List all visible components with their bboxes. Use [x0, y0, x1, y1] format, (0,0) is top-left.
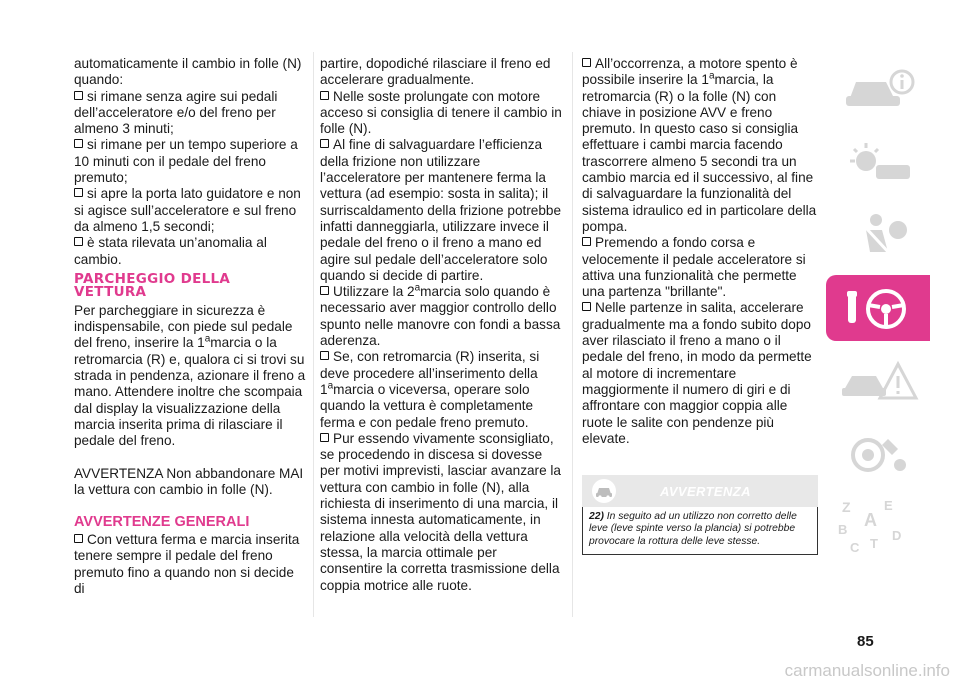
service-maintenance-icon: [836, 427, 920, 481]
warning-text: In seguito ad un utilizzo non corretto delle leve (leve spinte verso la plancia) si potrebbe provocare la rottura delle leve stesse.: [589, 511, 797, 547]
bullet-square-icon: [74, 188, 83, 197]
paragraph: Per parcheggiare in sicurezza è indispensabile, con piede sul pedale del freno, inserire la 1$^a$marcia o la retromarcia (R) e, qualora ci si trovi su strada in pendenza, azionare il freno a mano. Attendere inoltre che scompaia dal display la visualizzazione della marcia inserita prima di rilasciare il pedale del freno.: [74, 302, 306, 449]
warning-header: [582, 475, 818, 507]
bullet-square-icon: [74, 139, 83, 148]
footer-watermark: carmanualsonline.info: [784, 661, 950, 680]
bullet-square-icon: [582, 237, 591, 246]
warning-lights-icon: [836, 354, 920, 408]
warning-number: 22): [589, 511, 604, 523]
warning-box: [582, 507, 818, 555]
bullet-item: Pur essendo vivamente sconsigliato, se procedendo in discesa si dovesse per motivi imprevisti, lasciar avanzare la vettura con cambio in folle (N), alla richiesta di inserimento di una marcia, il sistema innesta automaticamente, in relazione alla velocità della vettura stessa, la marcia ottimale per consentire la corretta trasmissione della coppia motrice alle ruote.: [320, 430, 561, 593]
bullet-item: è stata rilevata un’anomalia al cambio.: [74, 235, 267, 267]
column-divider: [313, 52, 314, 617]
bullet-square-icon: [74, 237, 83, 246]
index-letters-icon: [836, 496, 920, 556]
index-letter: E: [884, 498, 893, 513]
bullet-item: Se, con retromarcia (R) inserita, si deve procedere all’inserimento della 1$^a$marcia o viceversa, operare solo quando la vettura è completamente ferma e con pedale freno premuto.: [320, 349, 540, 430]
tab-maintenance[interactable]: [826, 421, 930, 487]
warning-title: AVVERTENZA: [660, 484, 751, 500]
bullet-square-icon: [320, 286, 329, 295]
bullet-item: Nelle soste prolungate con motore acceso si consiglia di tenere il cambio in folle (N).: [320, 88, 562, 137]
steering-wheel-icon: [836, 281, 920, 335]
bullet-square-icon: [74, 91, 83, 100]
subsection-heading: AVVERTENZE GENERALI: [74, 514, 250, 531]
index-letter: B: [838, 522, 848, 537]
tab-warning-lights[interactable]: [826, 348, 930, 414]
bullet-square-icon: [74, 534, 83, 543]
tab-safety[interactable]: [826, 202, 930, 268]
continued-text: partire, dopodiché rilasciare il freno ed accelerare gradualmente.: [320, 56, 551, 88]
bullet-item: Al fine di salvaguardare l’efficienza della frizione non utilizzare l’acceleratore per mantenere ferma la vettura (ad esempio: sosta in salita); il surriscaldamento della frizione potrebbe infatti danneggiarla, utilizzare invece il pedale del freno o il freno a mano ed agire sul pedale dell’acceleratore solo quando si decide di partire.: [320, 137, 562, 283]
bullet-item: Nelle partenze in salita, accelerare gradualmente ma a fondo subito dopo aver rilasciato il freno a mano o il pedale del freno, in modo da permette al motore di incrementare maggiormente il numero di giri e di affrontare con maggior coppia alle ruote le salite con pendenze più elevate.: [582, 300, 812, 446]
bullet-item: si apre la porta lato guidatore e non si agisce sull’acceleratore e sul freno da almeno 1,5 secondi;: [74, 186, 301, 234]
text-column-3: [582, 56, 818, 555]
bullet-item: All’occorrenza, a motore spento è possibile inserire la 1$^a$marcia, la retromarcia (R) o la folle (N) con chiave in posizione AVV e freno premuto. In questo caso si consiglia effettuare i cambi marcia facendo trascorrere almeno 5 secondi tra un cambio marcia ed il successivo, al fine di salvaguardare la funzionalità del sistema idraulico ed in particolare della pompa.: [582, 56, 817, 234]
bullet-square-icon: [320, 139, 329, 148]
bullet-square-icon: [582, 58, 591, 67]
index-letter: D: [892, 528, 902, 543]
index-letter: T: [870, 536, 878, 551]
index-letter: Z: [842, 499, 851, 515]
tab-dashboard-lights[interactable]: [826, 129, 930, 195]
safety-airbag-icon: [836, 208, 920, 262]
intro-text: automaticamente il cambio in folle (N) quando:: [74, 56, 302, 88]
bullet-item: si rimane senza agire sui pedali dell’acceleratore e/o del freno per almeno 3 minuti;: [74, 88, 278, 137]
page-number: 85: [857, 633, 874, 650]
bullet-square-icon: [320, 433, 329, 442]
tab-car-info[interactable]: [826, 56, 930, 122]
bullet-item: Premendo a fondo corsa e velocemente il pedale acceleratore si attiva una funzionalità che permette una partenza "brillante".: [582, 235, 806, 300]
index-letter: A: [864, 510, 877, 530]
tab-index[interactable]: [826, 494, 930, 560]
index-letter: C: [850, 540, 860, 555]
bullet-square-icon: [320, 91, 329, 100]
dashboard-lights-icon: [836, 135, 920, 189]
bullet-item: Utilizzare la 2$^a$marcia solo quando è necessario aver maggior controllo dello spunto nelle manovre con fondi a bassa aderenza.: [320, 282, 561, 349]
car-info-icon: [836, 62, 920, 116]
text-column-1: [74, 56, 306, 597]
section-heading: PARCHEGGIO DELLA VETTURA: [74, 270, 231, 300]
bullet-item: si rimane per un tempo superiore a 10 minuti con il pedale del freno premuto;: [74, 137, 298, 186]
warning-paragraph: AVVERTENZA Non abbandonare MAI la vettura con cambio in folle (N).: [74, 465, 304, 497]
tab-driving-active[interactable]: [826, 275, 930, 341]
bullet-item: Con vettura ferma e marcia inserita tenere sempre il pedale del freno premuto fino a quando non si decide di: [74, 532, 300, 597]
car-warning-icon: [592, 479, 616, 503]
text-column-2: [320, 56, 562, 594]
bullet-square-icon: [320, 351, 329, 360]
bullet-square-icon: [582, 302, 591, 311]
column-divider: [572, 52, 573, 617]
chapter-tabs: [826, 56, 930, 567]
